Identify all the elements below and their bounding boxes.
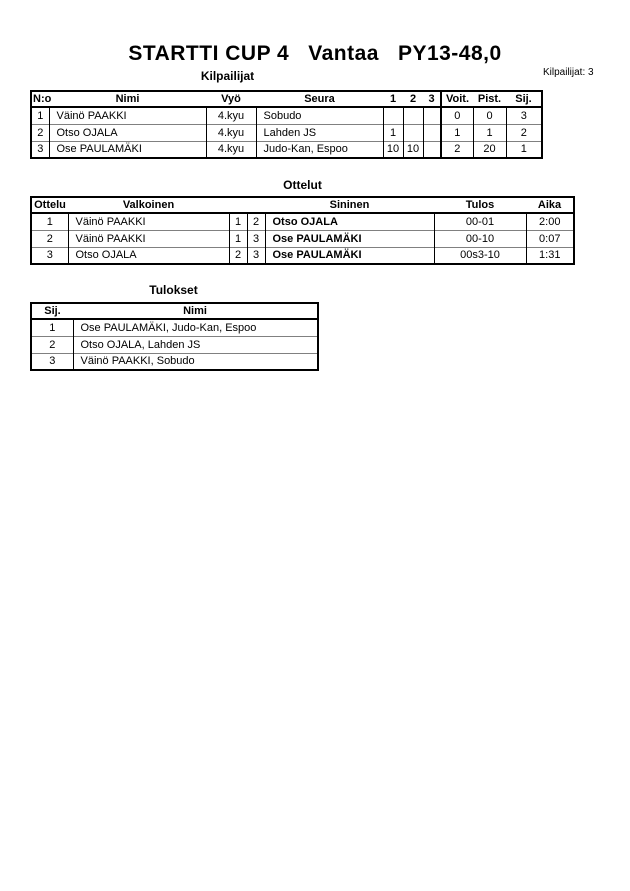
column-header-belt: Vyö — [206, 91, 256, 107]
white-no-cell: 1 — [229, 213, 247, 230]
place-cell: 2 — [506, 124, 542, 141]
section-title-matches: Ottelut — [283, 178, 322, 192]
table-row — [31, 141, 542, 158]
points-cell: 0 — [473, 107, 506, 124]
blue-name-cell: Ose PAULAMÄKI — [265, 247, 434, 264]
column-header-time: Aika — [526, 197, 574, 213]
results-header-row — [31, 303, 318, 319]
club-cell: Judo-Kan, Espoo — [256, 141, 383, 158]
time-cell: 2:00 — [526, 213, 574, 230]
round1-cell — [383, 107, 403, 124]
club-cell: Sobudo — [256, 107, 383, 124]
result-name-cell: Otso OJALA, Lahden JS — [73, 336, 318, 353]
blue-no-cell: 3 — [247, 247, 265, 264]
table-row — [31, 124, 542, 141]
column-header-match: Ottelu — [31, 197, 68, 213]
section-title-competitors: Kilpailijat — [200, 69, 255, 83]
section-title-results: Tulokset — [149, 283, 198, 297]
column-header-white-no — [229, 197, 247, 213]
matches-table — [30, 196, 575, 265]
round2-cell — [403, 107, 423, 124]
table-row — [31, 336, 318, 353]
score-cell: 00s3-10 — [434, 247, 526, 264]
page-title — [0, 42, 630, 66]
blue-no-cell: 2 — [247, 213, 265, 230]
competitors-header-row — [31, 91, 542, 107]
column-header-round1: 1 — [383, 91, 403, 107]
time-cell: 0:07 — [526, 230, 574, 247]
blue-no-cell: 3 — [247, 230, 265, 247]
time-cell: 1:31 — [526, 247, 574, 264]
place-cell: 1 — [31, 319, 73, 336]
no-cell: 1 — [31, 107, 49, 124]
white-name-cell: Väinö PAAKKI — [68, 230, 229, 247]
wins-cell: 1 — [441, 124, 473, 141]
round1-cell: 1 — [383, 124, 403, 141]
column-header-name: Nimi — [73, 303, 318, 319]
club-cell: Lahden JS — [256, 124, 383, 141]
blue-name-cell: Otso OJALA — [265, 213, 434, 230]
place-cell: 2 — [31, 336, 73, 353]
weight-category: PY13-48,0 — [397, 42, 502, 65]
name-cell: Väinö PAAKKI — [49, 107, 206, 124]
place-cell: 3 — [31, 353, 73, 370]
round2-cell: 10 — [403, 141, 423, 158]
white-name-cell: Väinö PAAKKI — [68, 213, 229, 230]
score-cell: 00-01 — [434, 213, 526, 230]
table-row — [31, 213, 574, 230]
column-header-blue: Sininen — [265, 197, 434, 213]
column-header-white: Valkoinen — [68, 197, 229, 213]
name-cell: Ose PAULAMÄKI — [49, 141, 206, 158]
result-name-cell: Ose PAULAMÄKI, Judo-Kan, Espoo — [73, 319, 318, 336]
wins-cell: 0 — [441, 107, 473, 124]
belt-cell: 4.kyu — [206, 124, 256, 141]
name-cell: Otso OJALA — [49, 124, 206, 141]
match-no-cell: 2 — [31, 230, 68, 247]
round1-cell: 10 — [383, 141, 403, 158]
points-cell: 20 — [473, 141, 506, 158]
table-row — [31, 107, 542, 124]
white-no-cell: 1 — [229, 230, 247, 247]
match-no-cell: 3 — [31, 247, 68, 264]
match-no-cell: 1 — [31, 213, 68, 230]
column-header-place: Sij. — [31, 303, 73, 319]
round3-cell — [423, 141, 441, 158]
matches-header-row — [31, 197, 574, 213]
competitors-table — [30, 90, 543, 159]
column-header-place: Sij. — [506, 91, 542, 107]
belt-cell: 4.kyu — [206, 141, 256, 158]
round2-cell — [403, 124, 423, 141]
table-row — [31, 247, 574, 264]
column-header-wins: Voit. — [441, 91, 473, 107]
column-header-no: N:o — [33, 93, 52, 105]
round3-cell — [423, 107, 441, 124]
column-header-round3: 3 — [423, 91, 441, 107]
column-header-name: Nimi — [49, 91, 206, 107]
column-header-score: Tulos — [434, 197, 526, 213]
belt-cell: 4.kyu — [206, 107, 256, 124]
competitors-count-note: Kilpailijat: 3 — [543, 67, 594, 78]
table-row — [31, 319, 318, 336]
white-no-cell: 2 — [229, 247, 247, 264]
column-header-round2: 2 — [403, 91, 423, 107]
table-row — [31, 353, 318, 370]
points-cell: 1 — [473, 124, 506, 141]
place-cell: 1 — [506, 141, 542, 158]
column-header-club: Seura — [256, 91, 383, 107]
table-row — [31, 230, 574, 247]
wins-cell: 2 — [441, 141, 473, 158]
result-name-cell: Väinö PAAKKI, Sobudo — [73, 353, 318, 370]
score-cell: 00-10 — [434, 230, 526, 247]
event-name: STARTTI CUP 4 — [128, 42, 290, 65]
white-name-cell: Otso OJALA — [68, 247, 229, 264]
column-header-blue-no — [247, 197, 265, 213]
no-cell: 2 — [31, 124, 49, 141]
no-cell: 3 — [31, 141, 49, 158]
round3-cell — [423, 124, 441, 141]
blue-name-cell: Ose PAULAMÄKI — [265, 230, 434, 247]
place-cell: 3 — [506, 107, 542, 124]
column-header-points: Pist. — [473, 91, 506, 107]
city-name: Vantaa — [308, 42, 379, 65]
results-table — [30, 302, 319, 371]
